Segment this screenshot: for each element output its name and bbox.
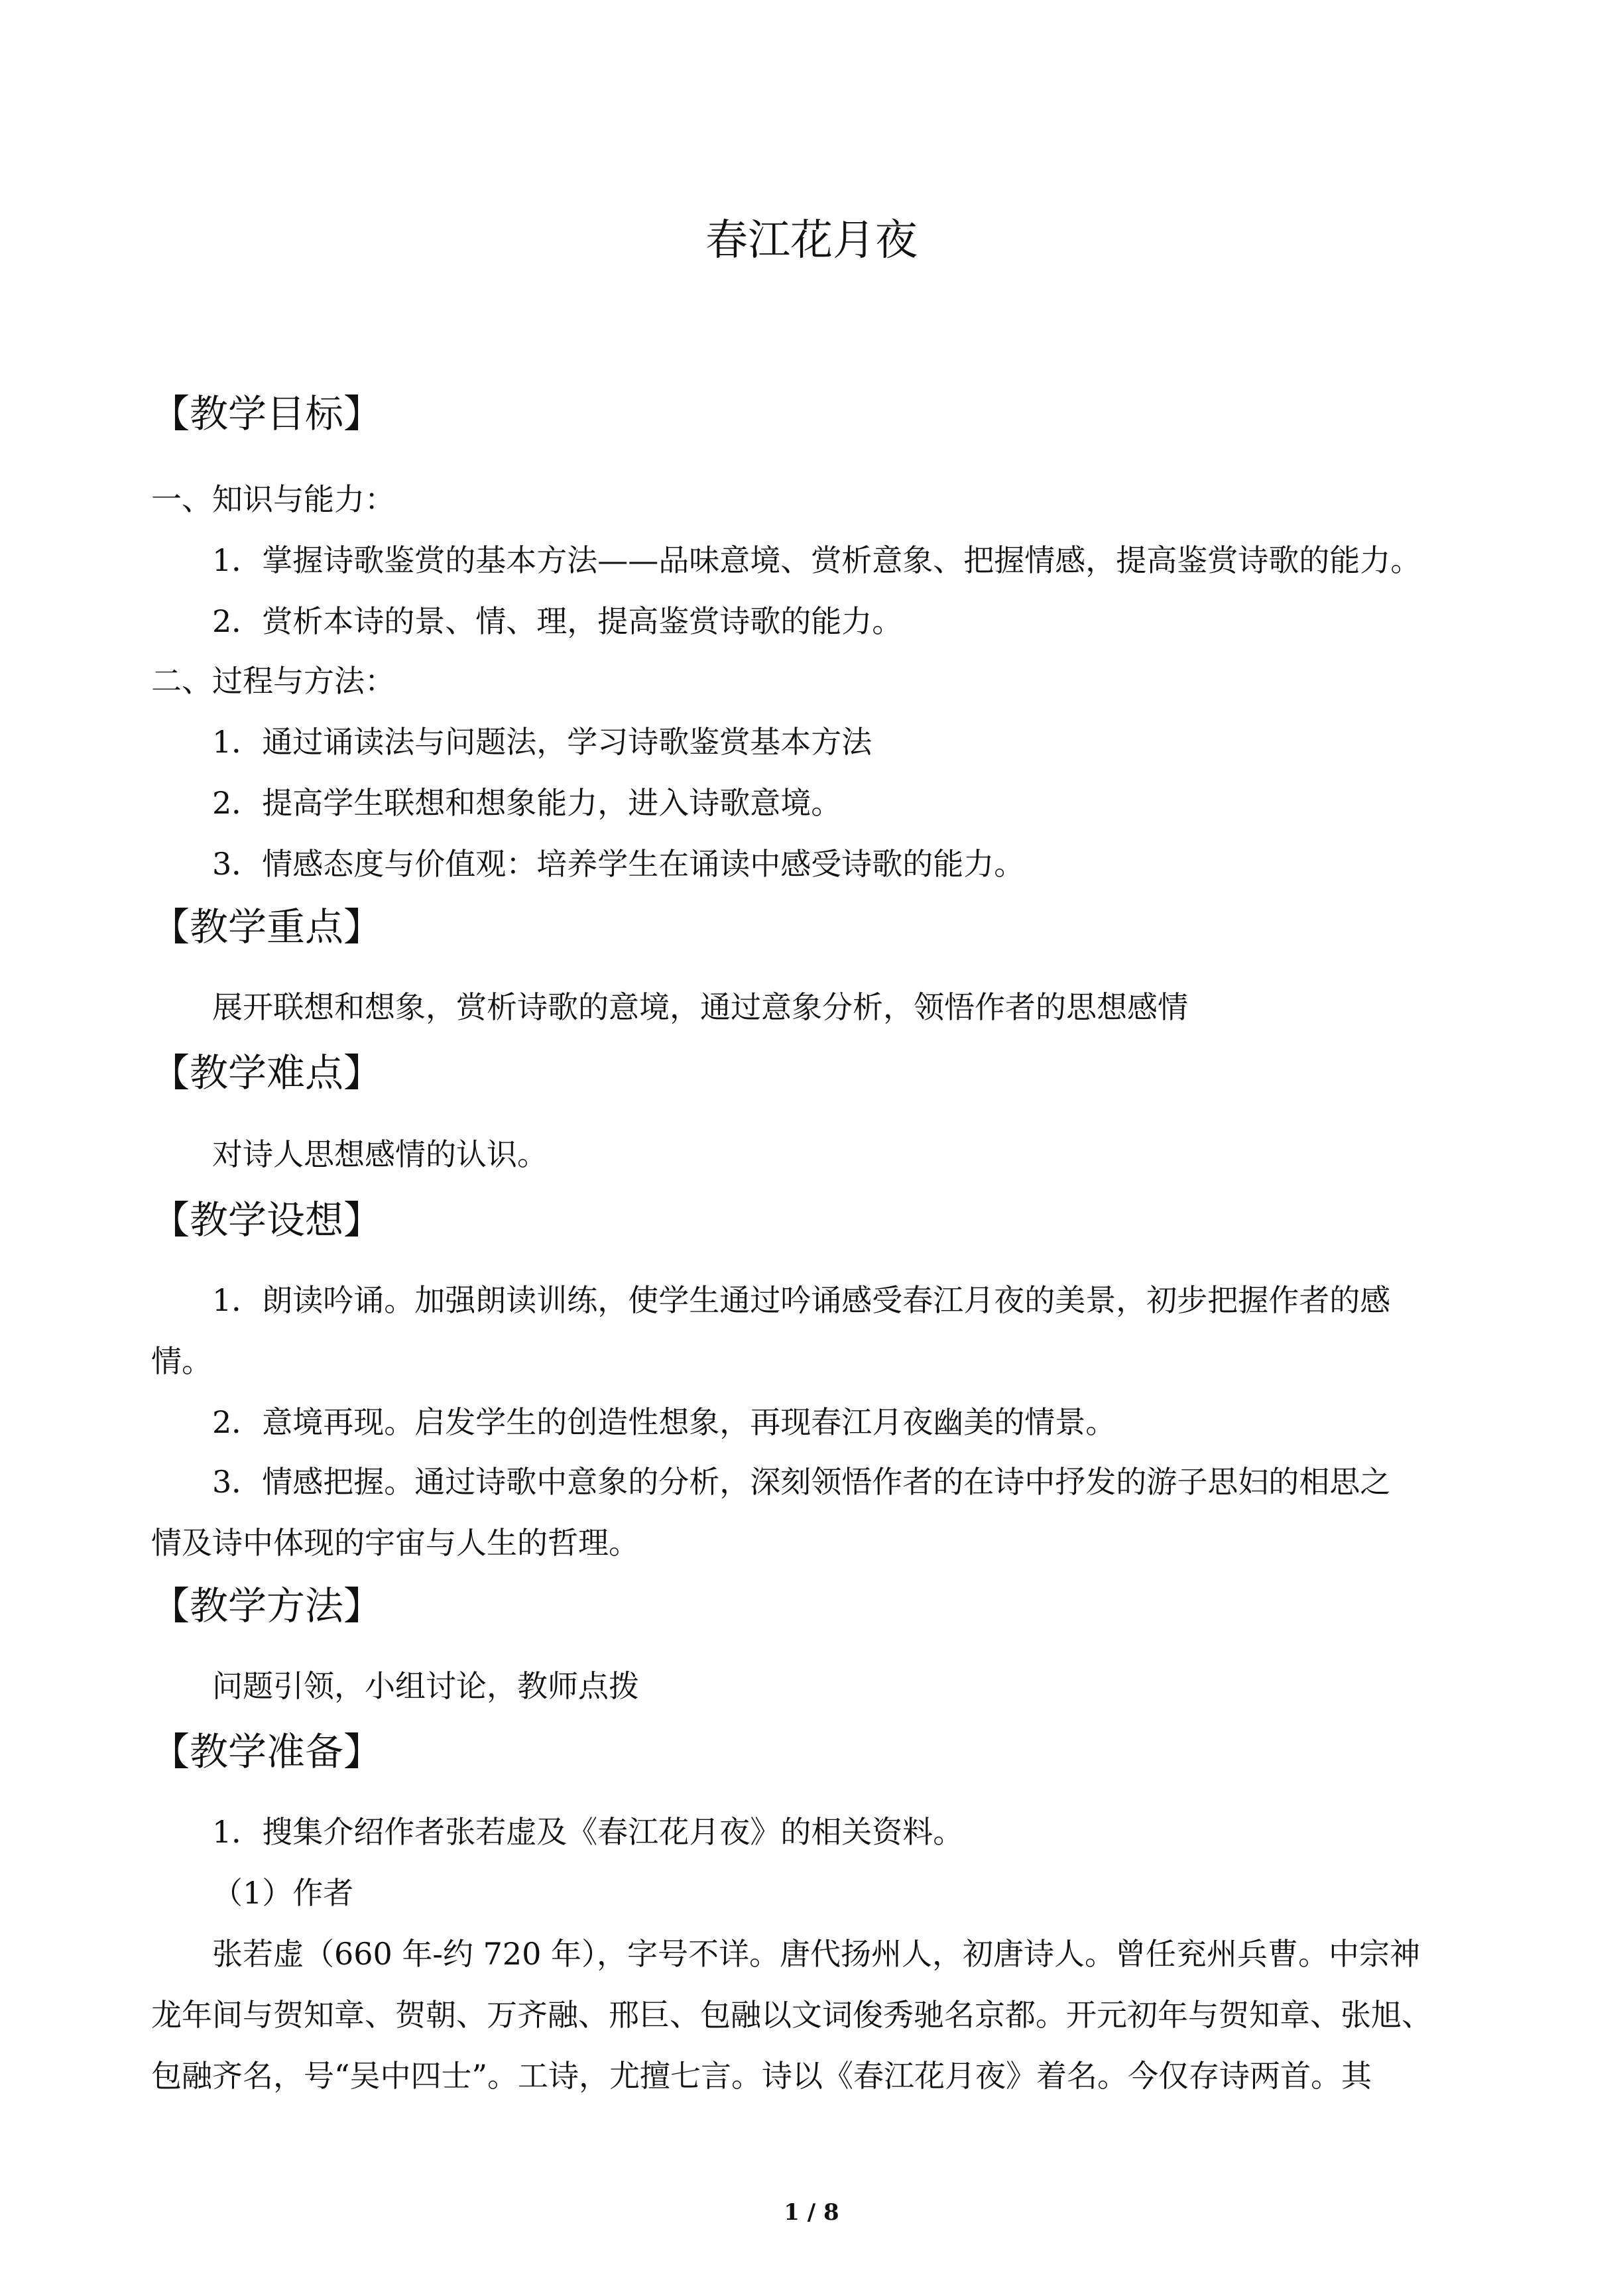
design-item: 3．情感把握。通过诗歌中意象的分析，深刻领悟作者的在诗中抒发的游子思妇的相思之 <box>212 1464 1391 1500</box>
design-item-continuation: 情。 <box>151 1343 212 1379</box>
methods-text: 问题引领，小组讨论，教师点拨 <box>212 1668 639 1704</box>
author-paragraph-line: 龙年间与贺知章、贺朝、万齐融、邢巨、包融以文词俊秀驰名京都。开元初年与贺知章、张旭、 <box>151 1997 1432 2033</box>
knowledge-label: 一、知识与能力： <box>151 481 395 517</box>
heading-difficulties: 【教学难点】 <box>151 1050 383 1095</box>
author-paragraph-line: 张若虚（660 年-约 720 年），字号不详。唐代扬州人，初唐诗人。曾任兖州兵曹。中宗神 <box>212 1936 1421 1972</box>
author-paragraph-line: 包融齐名，号“吴中四士”。工诗，尤擅七言。诗以《春江花月夜》着名。今仅存诗两首。其 <box>151 2058 1372 2094</box>
document-title: 春江花月夜 <box>705 216 918 265</box>
page-number: 1 / 8 <box>784 2199 839 2226</box>
design-item: 1．朗读吟诵。加强朗读训练，使学生通过吟诵感受春江月夜的美景，初步把握作者的感 <box>212 1282 1391 1318</box>
process-label: 二、过程与方法： <box>151 663 395 699</box>
design-item: 2．意境再现。启发学生的创造性想象，再现春江月夜幽美的情景。 <box>212 1404 1116 1440</box>
heading-objectives: 【教学目标】 <box>151 391 383 436</box>
knowledge-item: 1．掌握诗歌鉴赏的基本方法——品味意境、赏析意象、把握情感，提高鉴赏诗歌的能力。 <box>212 542 1421 578</box>
heading-key-points: 【教学重点】 <box>151 904 383 949</box>
difficulties-text: 对诗人思想感情的认识。 <box>212 1136 548 1172</box>
process-item: 1．通过诵读法与问题法，学习诗歌鉴赏基本方法 <box>212 724 872 760</box>
knowledge-item: 2．赏析本诗的景、情、理，提高鉴赏诗歌的能力。 <box>212 603 903 639</box>
preparation-sub-label: （1）作者 <box>212 1875 354 1911</box>
heading-methods: 【教学方法】 <box>151 1583 383 1628</box>
design-item-continuation: 情及诗中体现的宇宙与人生的哲理。 <box>151 1525 639 1561</box>
heading-preparation: 【教学准备】 <box>151 1729 383 1774</box>
process-item: 3．情感态度与价值观：培养学生在诵读中感受诗歌的能力。 <box>212 846 1025 882</box>
process-item: 2．提高学生联想和想象能力，进入诗歌意境。 <box>212 785 842 821</box>
key-points-text: 展开联想和想象，赏析诗歌的意境，通过意象分析，领悟作者的思想感情 <box>212 989 1188 1025</box>
heading-design: 【教学设想】 <box>151 1197 383 1242</box>
preparation-item: 1．搜集介绍作者张若虚及《春江花月夜》的相关资料。 <box>212 1814 964 1850</box>
